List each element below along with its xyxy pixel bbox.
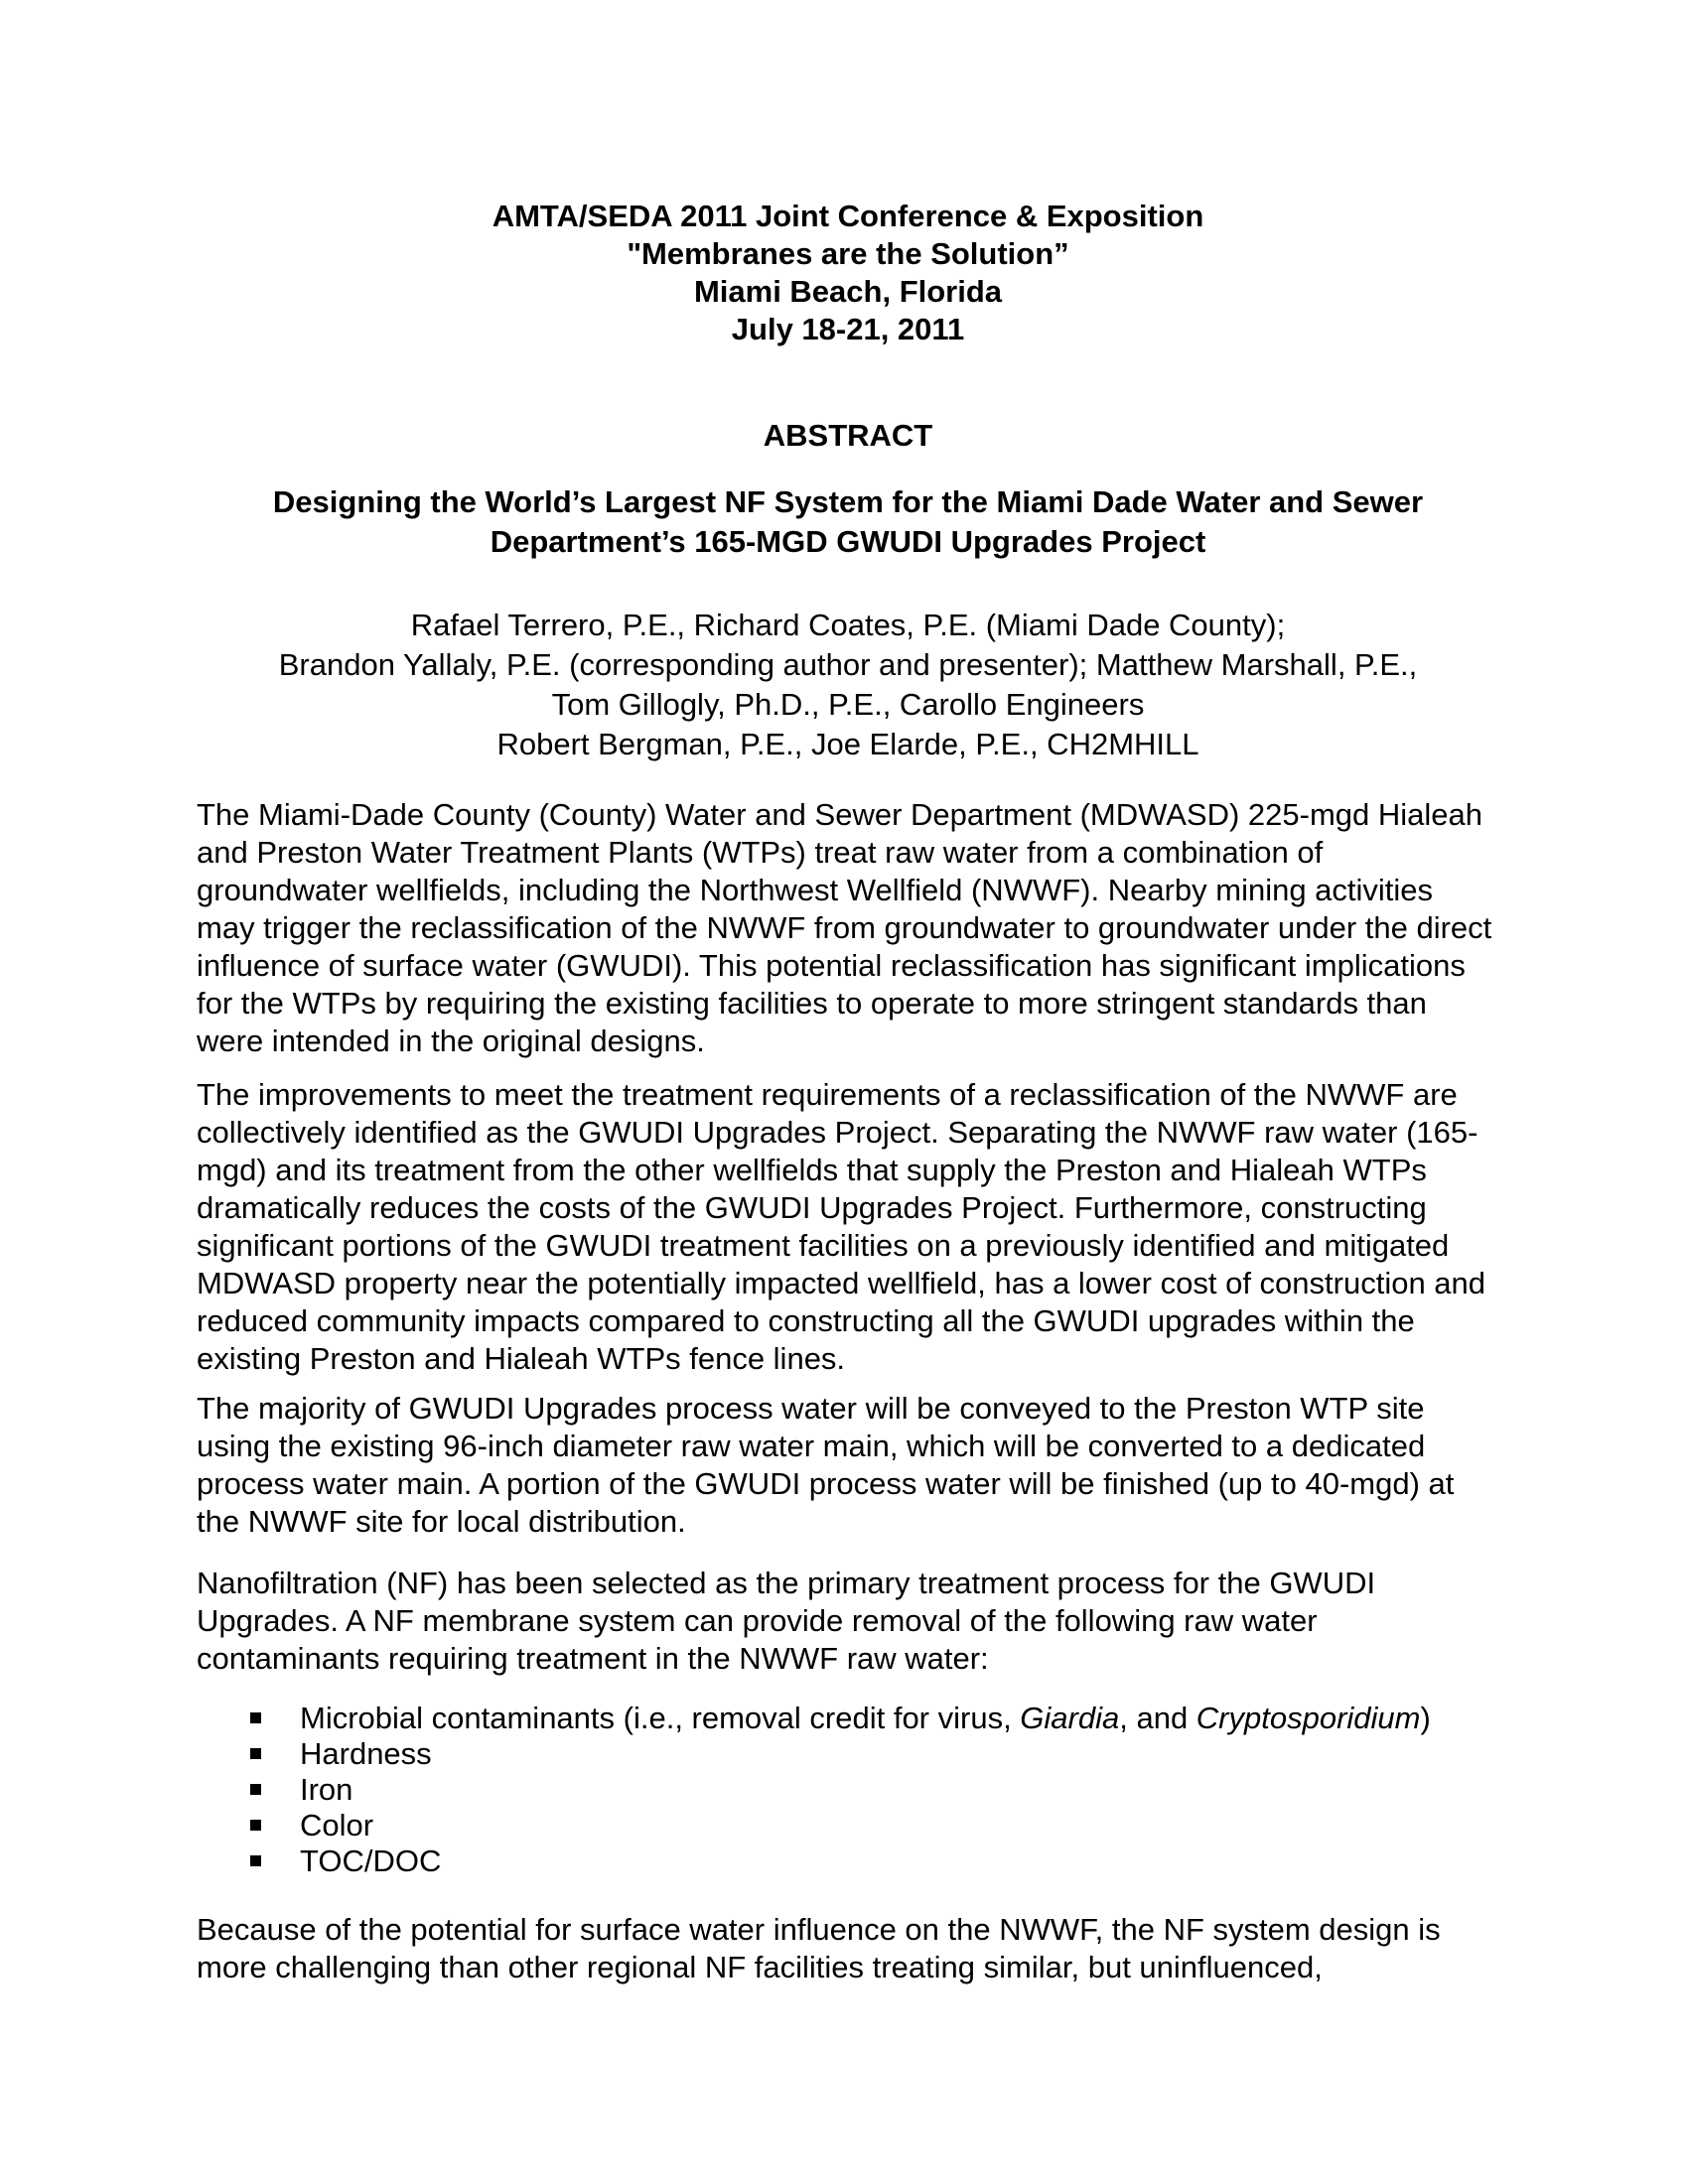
paper-title-line: Department’s 165-MGD GWUDI Upgrades Project [490,524,1206,559]
paragraph-closing: Because of the potential for surface water influence on the NWWF, the NF system design is more challenging than other regional NF facilities treating similar, but uninfluenced, [197,1912,1441,1984]
list-item-text: Hardness [300,1736,432,1771]
authors-block [197,606,1499,764]
list-item-hardness [197,1736,1499,1772]
conference-header [197,198,1499,348]
giardia-italic-text: Giardia [1020,1701,1120,1735]
list-item-text-segment: ) [1420,1701,1431,1735]
conference-header-line: July 18-21, 2011 [731,312,965,346]
list-item-text: Iron [300,1772,353,1807]
conference-header-line: AMTA/SEDA 2011 Joint Conference & Exposition [492,199,1204,233]
list-item-iron [197,1772,1499,1808]
contaminant-list [197,1701,1499,1879]
list-item-tocdoc [197,1843,1499,1879]
bullet-square-icon [250,1820,261,1831]
author-line: Tom Gillogly, Ph.D., P.E., Carollo Engineers [551,687,1145,722]
list-item-text [300,1701,1431,1735]
paragraph-improvements: The improvements to meet the treatment requirements of a reclassification of the NWWF are collectively identified as the GWUDI Upgrades Project. Separating the NWWF raw water (165-mgd) and its treatment from the other wellfields that supply the Preston and Hialeah WTPs dramatically reduces the costs of the GWUDI Upgrades Project. Furthermore, constructing significant portions of the GWUDI treatment facilities on a previously identified and mitigated MDWASD property near the potentially impacted wellfield, has a lower cost of construction and reduced community impacts compared to constructing all the GWUDI upgrades within the existing Preston and Hialeah WTPs fence lines. [197,1077,1486,1376]
bullet-square-icon [250,1712,261,1723]
contaminant-list-container [197,1701,1499,1879]
paragraph-intro: The Miami-Dade County (County) Water and Sewer Department (MDWASD) 225-mgd Hialeah and Preston Water Treatment Plants (WTPs) treat raw water from a combination of groundwater wellfields, including the Northwest Wellfield (NWWF). Nearby mining activities may trigger the reclassification of the NWWF from groundwater to groundwater under the direct influence of surface water (GWUDI). This potential reclassification has significant implications for the WTPs by requiring the existing facilities to operate to more stringent standards than were intended in the original designs. [197,797,1492,1058]
cryptosporidium-italic-text: Cryptosporidium [1196,1701,1421,1735]
list-item-text-segment: Microbial contaminants (i.e., removal credit for virus, [300,1701,1021,1735]
list-item-microbial [197,1701,1499,1736]
bullet-square-icon [250,1748,261,1759]
conference-header-line: Miami Beach, Florida [693,274,1003,309]
paper-title-line: Designing the World’s Largest NF System for the Miami Dade Water and Sewer [272,484,1424,519]
author-line: Brandon Yallaly, P.E. (corresponding author and presenter); Matthew Marshall, P.E., [278,647,1418,682]
list-item-text: Color [300,1808,374,1843]
list-item-text: TOC/DOC [300,1843,442,1878]
author-line: Rafael Terrero, P.E., Richard Coates, P.E. (Miami Dade County); [410,608,1286,642]
abstract-heading: ABSTRACT [763,418,933,453]
author-line: Robert Bergman, P.E., Joe Elarde, P.E., CH2MHILL [496,727,1199,761]
paragraph-conveyance: The majority of GWUDI Upgrades process water will be conveyed to the Preston WTP site using the existing 96-inch diameter raw water main, which will be converted to a dedicated process water main. A portion of the GWUDI process water will be finished (up to 40-mgd) at the NWWF site for local distribution. [197,1391,1455,1539]
bullet-square-icon [250,1784,261,1795]
list-item-color [197,1808,1499,1843]
list-item-text-segment: , and [1119,1701,1196,1735]
bullet-square-icon [250,1855,261,1866]
conference-header-line: "Membranes are the Solution” [627,236,1069,271]
paragraph-nanofiltration: Nanofiltration (NF) has been selected as the primary treatment process for the GWUDI Upgrades. A NF membrane system can provide removal of the following raw water contaminants requiring treatment in the NWWF raw water: [197,1566,1376,1676]
paper-title [197,482,1499,562]
